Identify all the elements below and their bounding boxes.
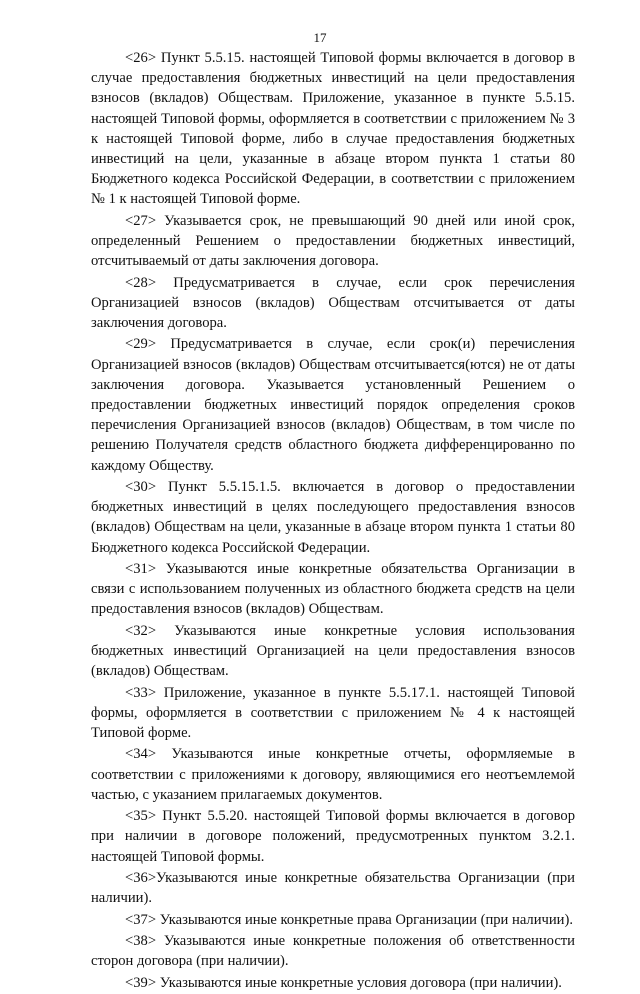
- footnote-26: <26> Пункт 5.5.15. настоящей Типовой формы включается в договор в случае предоставления бюджетных инвестиций на цели предоставления взносов (вкладов) Обществам. Приложение, указанное в пункте 5.5.15. настоящей Типовой формы, оформляется в соответствии с приложением № 3 к настоящей Типовой форме, либо в случае предоставления бюджетных инвестиций на цели, указанные в абзаце втором пункта 1 статьи 80 Бюджетного кодекса Российской Федерации, в соответствии с приложением № 1 к настоящей Типовой форме.: [91, 50, 575, 208]
- page-number: 17: [313, 30, 327, 45]
- footnote-39: <39> Указываются иные конкретные условия договора (при наличии).: [125, 974, 562, 991]
- footnote-28: <28> Предусматривается в случае, если срок перечисления Организацией взносов (вкладов) Обществам отсчитывается от даты заключения договора.: [91, 274, 575, 332]
- footnote-30: <30> Пункт 5.5.15.1.5. включается в договор о предоставлении бюджетных инвестиций в целях последующего предоставления взносов (вкладов) Обществам на цели, указанные в абзаце втором пункта 1 статьи 80 Бюджетного кодекса Российской Федерации.: [91, 479, 575, 556]
- footnote-35: <35> Пункт 5.5.20. настоящей Типовой формы включается в договор при наличии в договоре положений, предусмотренных пунктом 3.2.1. настоящей Типовой формы.: [91, 808, 575, 865]
- footnote-32: <32> Указываются иные конкретные условия использования бюджетных инвестиций Организацией на цели предоставления взносов (вкладов) Обществам.: [91, 622, 575, 680]
- footnote-27: <27> Указывается срок, не превышающий 90 дней или иной срок, определенный Решением о предоставлении бюджетных инвестиций, отсчитываемый от даты заключения договора.: [91, 212, 575, 270]
- footnote-38: <38> Указываются иные конкретные положения об ответственности сторон договора (при наличии).: [91, 932, 575, 970]
- footnote-31: <31> Указываются иные конкретные обязательства Организации в связи с использованием полученных из областного бюджета средств на цели предоставления взносов (вкладов) Обществам.: [91, 561, 575, 618]
- footnote-29: <29> Предусматривается в случае, если срок(и) перечисления Организацией взносов (вкладов) Обществам отсчитывается(ются) не от даты заключения договора. Указывается установленный Решением о предоставлении бюджетных инвестиций порядок определения сроков перечисления Организацией взносов (вкладов) Обществам, в том числе по решению Получателя средств областного бюджета дифференцированно по каждому Обществу.: [91, 336, 575, 474]
- footnote-34: <34> Указываются иные конкретные отчеты, оформляемые в соответствии с приложениями к договору, являющимися его неотъемлемой частью, с указанием прилагаемых документов.: [91, 746, 575, 803]
- footnote-37: <37> Указываются иные конкретные права Организации (при наличии).: [125, 911, 573, 928]
- footnotes-body: [91, 48, 575, 994]
- footnote-36: <36>Указываются иные конкретные обязательства Организации (при наличии).: [91, 870, 575, 907]
- footnote-33: <33> Приложение, указанное в пункте 5.5.17.1. настоящей Типовой формы, оформляется в соответствии с приложением № 4 к настоящей Типовой форме.: [91, 684, 575, 742]
